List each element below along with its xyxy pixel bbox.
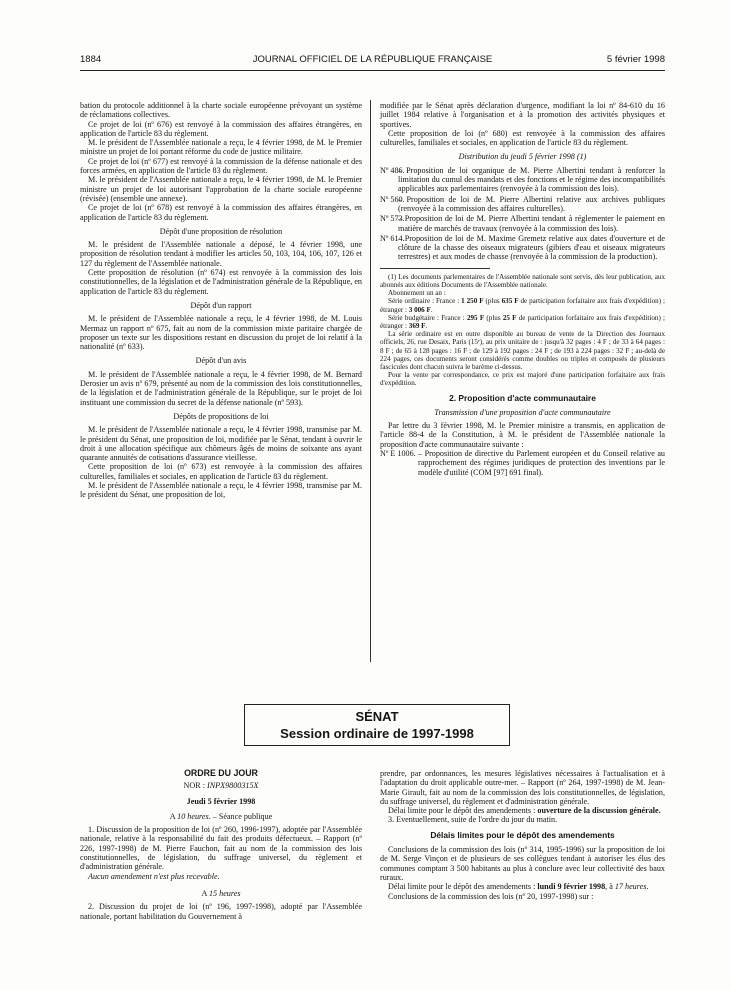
page-number: 1884 (80, 54, 102, 65)
subsection-heading: Transmission d'une proposition d'acte communautaire (434, 407, 611, 417)
session-title: Session ordinaire de 1997-1998 (280, 726, 474, 741)
paragraph: 1. Discussion de la proposition de loi (nº 260, 1996-1997), adoptée par l'Assemblée nationale, relative à la responsabilité du fait des produits défectueux. – Rapport (nº 226, 1997-1998) de M. Pierre Fauchon, fait au nom de la commission des lois constitutionnelles, de législation, du suffrage universel, du règlement et d'administration générale. (80, 825, 362, 872)
list-item (380, 166, 665, 194)
item-text: – Proposition de loi de M. Pierre Albertini relative aux archives publiques (renvoyée à la commission des affaires culturelles). (398, 194, 665, 213)
senat-title-box (244, 704, 510, 746)
paragraph: M. le président de l'Assemblée nationale a reçu, le 4 février 1998, transmise par M. le président du Sénat, une proposition de loi, (80, 480, 362, 500)
list-item (380, 214, 665, 233)
paragraph: Ce projet de loi (nº 677) est renvoyé à la commission de la défense nationale et des forces armées, en application de l'article 83 du règlement. (80, 156, 362, 176)
session-time: A 15 heures (201, 888, 241, 898)
paragraph: M. le président de l'Assemblée nationale a reçu, le 4 février 1998, de M. Louis Mermaz un rapport nº 675, fait au nom de la commission mixte paritaire chargée de proposer un texte sur les dispositions restant en discussion du projet de loi relatif à la nationalité (nº 633). (80, 314, 362, 352)
agenda-day: Jeudi 5 février 1998 (186, 796, 256, 806)
paragraph: Ce projet de loi (nº 678) est renvoyé à la commission des affaires étrangères, en application de l'article 83 du règlement. (80, 203, 362, 222)
paragraph: M. le président de l'Assemblée nationale a reçu, le 4 février 1998, transmise par M. le président du Sénat, une proposition de loi, modifiée par le Sénat, tendant à ouvrir le droit à une allocation spécifique aux chômeurs âgés de moins de soixante ans ayant quarante annuités de cotisations d'assurance vieillesse. (80, 425, 362, 463)
bottom-right-column (380, 769, 665, 901)
item-number: Nº 486. (380, 165, 405, 175)
list-item (380, 449, 665, 477)
paragraph: M. le président de l'Assemblée nationale a reçu, le 4 février 1998, de M. Bernard Derosier un avis nº 679, présenté au nom de la commission des lois constitutionnelles, de la législation et de l'administration générale de la République, sur le projet de loi instituant une commission du secret de la défense nationale (nº 593). (80, 369, 362, 407)
paragraph: 2. Discussion du projet de loi (nº 196, 1997-1998), adopté par l'Assemblée nationale, portant habilitation du Gouvernement à (80, 902, 362, 921)
item-text: – Proposition de loi organique de M. Pierre Albertini tendant à renforcer la limitation du cumul des mandats et des fonctions et le régime des incompatibilités applicables aux parlementaires (renvoyée à la commission des lois). (398, 165, 665, 194)
section-heading: Dépôt d'un rapport (190, 300, 252, 310)
footnote-price-budget: Série budgétaire : France : 295 F (plus 25 F de participation forfaitaire aux frais d'expédition) ; étranger : 369 F. (380, 313, 666, 330)
section-heading: Dépôt d'une proposition de résolution (159, 226, 283, 236)
footnote-text: (1) Les documents parlementaires de l'Assemblée nationale sont servis, dès leur publication, aux abonnés aux éditions Documents de l'Assemblée nationale. (380, 272, 665, 289)
item-number: Nº E 1006. (380, 449, 416, 459)
journal-title: JOURNAL OFFICIEL DE LA RÉPUBLIQUE FRANÇAISE (252, 54, 493, 65)
list-item (380, 195, 665, 214)
deadline-paragraph: Délai limite pour le dépôt des amendements : lundi 9 février 1998, à 17 heures. (388, 882, 649, 892)
item-number: Nº 573. (380, 214, 405, 224)
right-column (380, 101, 665, 478)
paragraph: Ce projet de loi (nº 676) est renvoyé à la commission des affaires étrangères, en application de l'article 83 du règlement. (80, 119, 362, 138)
left-column (80, 101, 362, 500)
footnote-text: Abonnement un an : (388, 289, 446, 298)
distribution-heading: Distribution du jeudi 5 février 1998 (1) (458, 152, 587, 162)
item-text: – Proposition de loi de M. Pierre Albertini tendant à réglementer le paiement en matière de marchés de travaux (renvoyée à la commission des lois). (398, 214, 665, 233)
item-number: Nº 560. (380, 194, 405, 204)
section-heading: Dépôts de propositions de loi (173, 411, 269, 421)
section-heading: Dépôt d'un avis (195, 356, 247, 366)
paragraph: Conclusions de la commission des lois (nº 20, 1997-1998) sur : (388, 891, 594, 901)
footnote-text: Pour la vente par correspondance, ce prix est majoré d'une participation forfaitaire aux frais d'expédition. (380, 371, 665, 388)
item-text: – Proposition de directive du Parlement européen et du Conseil relative au rapprochement des régimes juridiques de protection des inventions par le modèle d'utilité (COM [97] 691 final). (418, 449, 665, 477)
paragraph: Conclusions de la commission des lois (nº 314, 1995-1996) sur la proposition de loi de M. Serge Vinçon et de plusieurs de ses collègues tendant à autoriser les élus des communes comptant 3 500 habitants au plus à conclure avec leur collectivité des baux ruraux. (380, 845, 665, 882)
session-time: A 10 heures. – Séance publique (169, 811, 273, 821)
footnote-text: La série ordinaire est en outre disponible au bureau de vente de la Direction des Journaux officiels, 26, rue Desaix, Paris (15ᵉ), au prix unitaire de : jusqu'à 32 pages : 4 F ; de 33 à 64 pages : 8 F ; de 65 à 128 pages : 16 F ; de 129 à 192 pages : 24 F ; de 193 à 224 pages : 32 F ; au-delà de 224 pages, ces documents seront considérés comme doubles ou triples et composés de plusieurs fascicules dont chacun suivra le barème ci-dessus. (380, 330, 665, 371)
footnote-price-ordinary: Série ordinaire : France : 1 250 F (plus 635 F de participation forfaitaire aux frais d'expédition) ; étranger : 3 006 F. (380, 297, 665, 314)
paragraph: M. le président de l'Assemblée nationale a reçu, le 4 février 1998, de M. le Premier ministre un projet de loi autorisant l'approbation de la charte sociale européenne (révisée) (ensemble une annexe). (80, 175, 362, 203)
paragraph: 3. Eventuellement, suite de l'ordre du jour du matin. (388, 815, 558, 825)
header-rule (80, 70, 665, 71)
paragraph: Cette proposition de résolution (nº 674) est renvoyée à la commission des lois constitutionnelles, de la législation et de l'administration générale de la République, en application de l'article 83 du règlement. (80, 268, 362, 296)
footnote (380, 273, 665, 388)
page-header (80, 54, 665, 68)
section-heading: Délais limites pour le dépôt des amendements (430, 829, 615, 840)
issue-date: 5 février 1998 (606, 54, 665, 65)
item-number: Nº 614. (380, 233, 405, 243)
senat-title: SÉNAT (355, 709, 399, 724)
column-divider (370, 100, 371, 662)
paragraph: Cette proposition de loi (nº 673) est renvoyée à la commission des affaires culturelles, familiales et sociales, en application de l'article 83 du règlement. (80, 462, 362, 481)
bottom-left-column (80, 769, 362, 921)
deadline-paragraph: Délai limite pour le dépôt des amendements : ouverture de la discussion générale. (388, 806, 661, 816)
paragraph: Par lettre du 3 février 1998, M. le Premier ministre a transmis, en application de l'article 88-4 de la Constitution, à M. le président de l'Assemblée nationale la proposition d'acte communautaire suivante : (380, 421, 665, 449)
footnote-rule (380, 268, 490, 269)
list-item (380, 234, 665, 262)
nor-reference: NOR : INPX9800315X (183, 781, 259, 791)
paragraph: Cette proposition de loi (nº 680) est renvoyée à la commission des affaires culturelles, familiales et sociales, en application de l'article 83 du règlement. (380, 128, 665, 148)
paragraph: modifiée par le Sénat après déclaration d'urgence, modifiant la loi nº 84-610 du 16 juillet 1984 relative à l'organisation et à la promotion des activités physiques et sportives. (380, 101, 665, 129)
paragraph: prendre, par ordonnances, les mesures législatives nécessaires à l'actualisation et à l'adaptation du droit applicable outre-mer. – Rapport (nº 264, 1997-1998) de M. Jean-Marie Girault, fait au nom de la commission des lois constitutionnelles, de législation, du suffrage universel, du règlement et d'administration générale. (380, 769, 665, 806)
item-text: – Proposition de loi de M. Maxime Gremetz relative aux dates d'ouverture et de clôture de la chasse des oiseaux migrateurs (gibiers d'eau et oiseaux migrateurs terrestres) et aux modes de chasse (renvoyée à la commission de la production). (398, 233, 665, 262)
section-heading: 2. Proposition d'acte communautaire (449, 392, 596, 403)
agenda-heading: ORDRE DU JOUR (184, 768, 258, 778)
note: Aucun amendement n'est plus recevable. (88, 871, 220, 881)
paragraph: M. le président de l'Assemblée nationale a déposé, le 4 février 1998, une proposition de résolution tendant à modifier les articles 50, 103, 104, 106, 107, 126 et 127 du règlement de l'Assemblée nationale. (80, 240, 362, 268)
paragraph: bation du protocole additionnel à la charte sociale européenne prévoyant un système de réclamations collectives. (80, 101, 362, 120)
paragraph: M. le président de l'Assemblée nationale a reçu, le 4 février 1998, de M. le Premier ministre un projet de loi portant réforme du code de justice militaire. (80, 138, 362, 157)
